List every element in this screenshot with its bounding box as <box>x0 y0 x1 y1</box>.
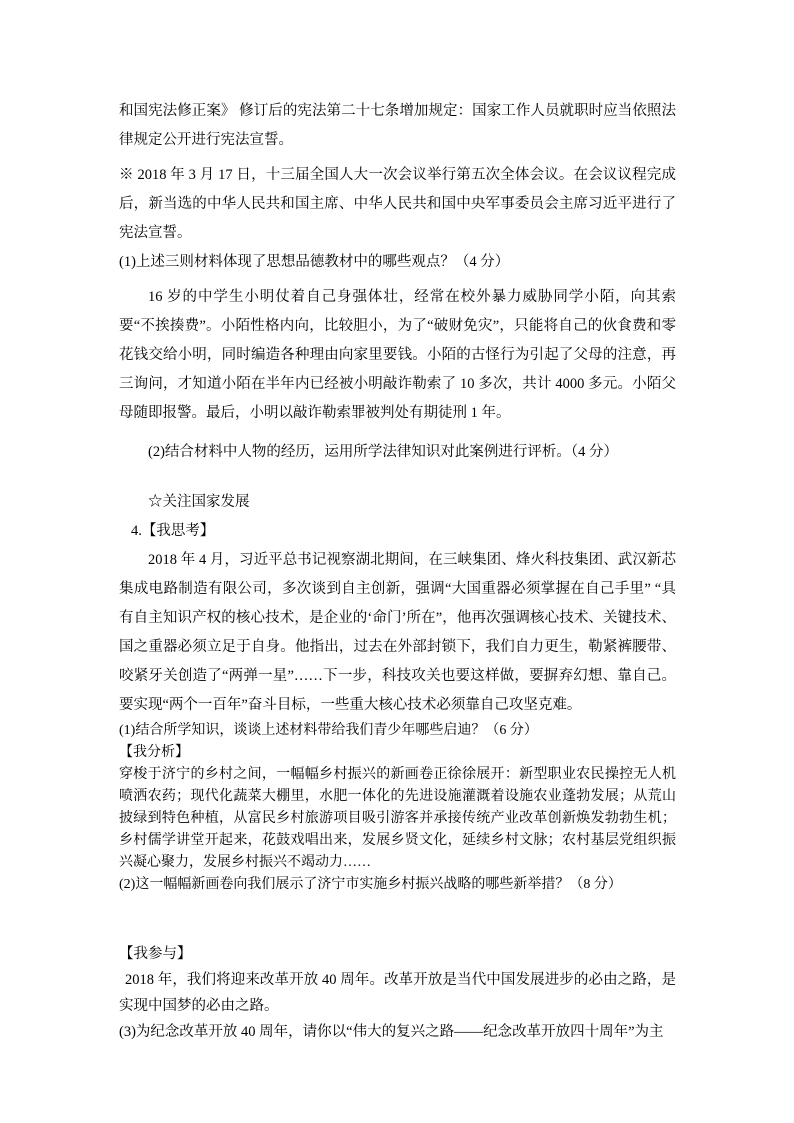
question-innovation-inspiration: (1)结合所学知识，谈谈上述材料带给我们青少年哪些启迪？（6 分） <box>119 723 538 738</box>
para-constitution-amendment-continuation: 和国宪法修正案》 修订后的宪法第二十七条增加规定：国家工作人员就职时应当依照法律规定公开进行宪法宣誓。 <box>119 103 676 148</box>
heading-analyze: 【我分析】 <box>119 745 189 760</box>
para-extortion-case-material: 16 岁的中学生小明仗着自己身强体壮，经常在校外暴力威胁同学小陌，向其索要“不挨揍费”。小陌性格内向，比较胆小，为了“破财免灾”，只能将自己的伙食费和零花钱交给小明，同时编造各种理由向家里要钱。小陌的古怪行为引起了父母的注意，再三询问，才知道小陌在半年内已经被小明敲诈勒索了 10 多次，共计 4000 多元。小陌父母随即报警。最后，小明以敲诈勒索罪被判处有期徒刑 1 年。 <box>119 289 676 421</box>
question-2-case-analysis: (2)结合材料中人物的经历，运用所学法律知识对此案例进行评析。（4 分） <box>148 444 619 460</box>
question-rural-measures: (2)这一幅幅新画卷向我们展示了济宁市实施乡村振兴战略的哪些新举措？（8 分） <box>119 877 622 892</box>
question-1-viewpoints: (1)上述三则材料体现了思想品德教材中的哪些观点？（4 分） <box>119 254 510 270</box>
question-3-reform-anniversary: (3)为纪念改革开放 40 周年，请你以“伟大的复兴之路——纪念改革开放四十周年”为主 <box>119 1024 664 1040</box>
para-jining-rural-revitalization: 穿梭于济宁的乡村之间，一幅幅乡村振兴的新画卷正徐徐展开：新型职业农民操控无人机喷洒农药；现代化蔬菜大棚里，水肥一体化的先进设施灌溉着设施农业蓬勃发展；从荒山披绿到特色种植，从富民乡村旅游项目吸引游客并承接传统产业改革创新焕发勃勃生机；乡村儒学讲堂开起来，花鼓戏唱出来，发展乡贤文化，延续乡村文脉；农村基层党组织振兴凝心聚力，发展乡村振兴不竭动力…… <box>119 767 676 870</box>
para-xi-inspection-material: 2018 年 4 月，习近平总书记视察湖北期间，在三峡集团、烽火科技集团、武汉新芯集成电路制造有限公司，多次谈到自主创新，强调“大国重器必须掌握在自己手里” “具有自主知识产权的核心技术，是企业的‘命门’所在”，他再次强调核心技术、关键技术、国之重器必须立足于自身。他指出，过去在外部封锁下，我们自力更生，勒紧裤腰带、咬紧牙关创造了“两弹一星”……下一步，科技攻关也要这样做，要摒弃幻想、靠自己。要实现“两个一百年”奋斗目标，一些重大核心技术必须靠自己攻坚克难。 <box>119 552 676 713</box>
para-reform-opening-material: 2018 年，我们将迎来改革开放 40 周年。改革开放是当代中国发展进步的必由之路，是实现中国梦的必由之路。 <box>119 972 676 1014</box>
para-npc-meeting-material: ※ 2018 年 3 月 17 日，十三届全国人大一次会议举行第五次全体会议。在会议议程完成后，新当选的中华人民共和国主席、中华人民共和国中央军事委员会主席习近平进行了宪法宣誓。 <box>119 167 676 241</box>
section-heading-national-development: ☆关注国家发展 <box>148 494 250 510</box>
heading-participate: 【我参与】 <box>119 946 192 962</box>
heading-think: 4.【我思考】 <box>131 523 215 539</box>
